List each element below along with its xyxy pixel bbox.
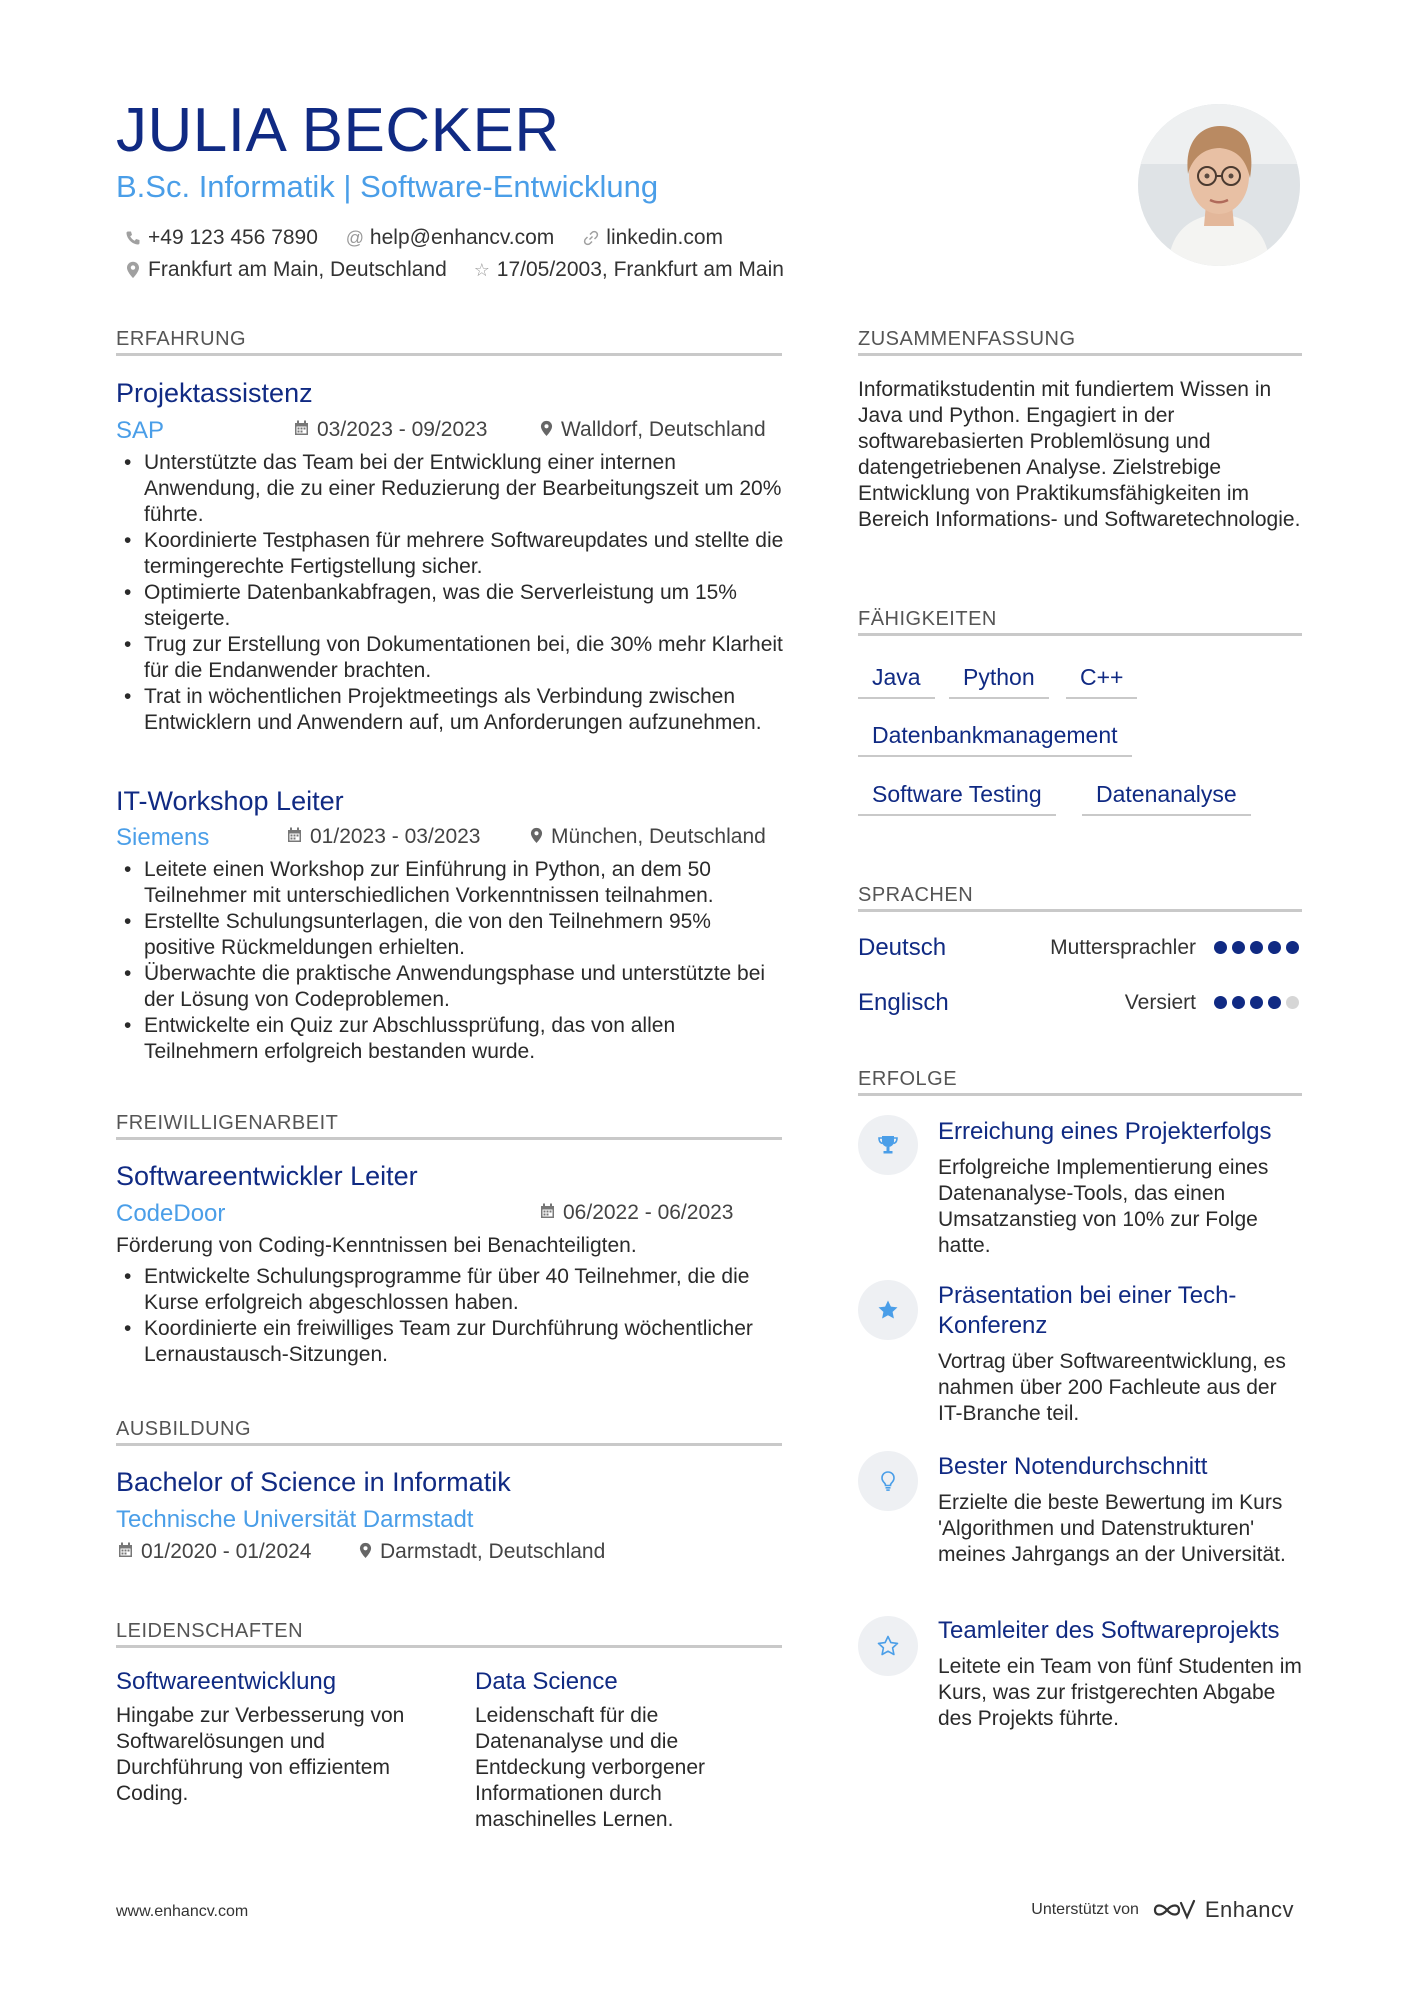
phone-text[interactable]: +49 123 456 7890 <box>148 226 318 249</box>
bullet-item: • Unterstützte das Team bei der Entwicklung einer internen Anwendung, die zu einer Reduzierung der Bearbeitungszeit um 20% führte. <box>116 450 786 528</box>
job-location <box>540 419 766 440</box>
language-name: Englisch <box>858 989 949 1016</box>
rating-dot-filled <box>1286 941 1299 954</box>
bullet-item: • Trug zur Erstellung von Dokumentationen bei, die 30% mehr Klarheit für die Endanwender brachten. <box>116 632 786 684</box>
section-divider <box>116 353 782 356</box>
section-divider <box>858 909 1302 912</box>
calendar-icon <box>118 1542 133 1561</box>
volunteer-description: Förderung von Coding-Kenntnissen bei Benachteiligten. <box>116 1234 637 1257</box>
job-bullets <box>116 450 786 736</box>
location-pin-icon <box>359 1542 372 1562</box>
achievement-text: Leitete ein Team von fünf Studenten im Kurs, was zur fristgerechten Abgabe des Projekts führte. <box>938 1655 1302 1730</box>
rating-dot-filled <box>1232 941 1245 954</box>
bullet-item: • Erstellte Schulungsunterlagen, die von den Teilnehmern 95% positive Rückmeldungen erhielten. <box>116 909 786 961</box>
at-icon: @ <box>345 227 365 248</box>
skill-tag: Datenbankmanagement <box>858 724 1132 757</box>
section-title-experience: ERFAHRUNG <box>116 328 247 350</box>
volunteer-org: CodeDoor <box>116 1200 226 1227</box>
contact-row-1 <box>124 227 751 248</box>
job-title: IT-Workshop Leiter <box>116 786 344 816</box>
passion-title: Data Science <box>475 1668 618 1695</box>
section-divider <box>116 1137 782 1140</box>
summary-text: Informatikstudentin mit fundiertem Wissen in Java und Python. Engagiert in der softwarebasierten Problemlösung und datengetriebenen Analyse. Zielstrebige Entwicklung von Praktikumsfähigkeiten im Bereich Informations- und Softwaretechnologie. <box>858 378 1301 531</box>
trophy-icon <box>858 1115 918 1175</box>
volunteer-title: Softwareentwickler Leiter <box>116 1161 418 1191</box>
job-location-text: München, Deutschland <box>551 825 766 848</box>
achievement-text: Vortrag über Softwareentwicklung, es nahmen über 200 Fachleute aus der IT-Branche teil. <box>938 1350 1286 1425</box>
birth-item <box>473 259 784 280</box>
job-dates-text: 01/2023 - 03/2023 <box>310 825 481 848</box>
achievement-title: Teamleiter des Softwareprojekts <box>938 1617 1280 1644</box>
rating-dot-filled <box>1232 996 1245 1009</box>
star-filled-icon <box>858 1280 918 1340</box>
bullet-item: • Entwickelte ein Quiz zur Abschlussprüfung, das von allen Teilnehmern erfolgreich bestanden wurde. <box>116 1013 786 1065</box>
footer-branding <box>1031 1897 1294 1923</box>
location-text: Frankfurt am Main, Deutschland <box>148 258 447 281</box>
bullet-item: • Überwachte die praktische Anwendungsphase und unterstützte bei der Lösung von Codeproblemen. <box>116 961 786 1013</box>
section-divider <box>858 633 1302 636</box>
section-divider <box>116 1645 782 1648</box>
job-dates <box>287 826 480 847</box>
passion-text: Leidenschaft für die Datenanalyse und die Entdeckung verborgener Informationen durch maschinelles Lernen. <box>475 1704 705 1831</box>
enhancv-logo-icon <box>1151 1898 1197 1922</box>
location-pin-icon <box>530 827 543 847</box>
calendar-icon <box>540 1203 555 1222</box>
passion-text: Hingabe zur Verbesserung von Softwarelösungen und Durchführung von effizientem Coding. <box>116 1704 405 1805</box>
footer-brand: Enhancv <box>1204 1897 1294 1922</box>
skill-tag: Software Testing <box>858 783 1056 816</box>
education-dates-text: 01/2020 - 01/2024 <box>141 1540 312 1563</box>
achievement-title: Bester Notendurchschnitt <box>938 1453 1208 1480</box>
link-icon <box>582 230 600 246</box>
achievement-text: Erfolgreiche Implementierung eines Datenanalyse-Tools, das einen Umsatzanstieg von 10% zur Folge hatte. <box>938 1156 1269 1257</box>
section-title-summary: ZUSAMMENFASSUNG <box>858 328 1076 350</box>
section-title-education: AUSBILDUNG <box>116 1418 252 1440</box>
section-divider <box>858 1093 1302 1096</box>
job-dates <box>294 419 487 440</box>
linkedin-text[interactable]: linkedin.com <box>606 226 724 249</box>
contact-row-2 <box>124 259 812 280</box>
location-item <box>124 259 447 280</box>
email-item <box>346 227 554 248</box>
lightbulb-icon <box>858 1451 918 1511</box>
skill-tag: Datenanalyse <box>1082 783 1251 816</box>
linkedin-item <box>582 227 723 248</box>
location-pin-icon <box>124 261 142 279</box>
job-location <box>530 826 766 847</box>
rating-dot-filled <box>1250 996 1263 1009</box>
company-name: Siemens <box>116 824 210 851</box>
skill-tag: Java <box>858 666 935 699</box>
section-title-achievements: ERFOLGE <box>858 1068 958 1090</box>
achievement-title: Präsentation bei einer Tech-Konferenz <box>938 1282 1237 1339</box>
bullet-item: • Entwickelte Schulungsprogramme für über 40 Teilnehmer, die die Kurse erfolgreich abgeschlossen haben. <box>116 1264 786 1316</box>
avatar <box>1138 104 1300 266</box>
language-level: Versiert <box>1124 991 1196 1014</box>
rating-dot-empty <box>1286 996 1299 1009</box>
bullet-item: • Optimierte Datenbankabfragen, was die Serverleistung um 15% steigerte. <box>116 580 786 632</box>
volunteer-bullets <box>116 1264 786 1368</box>
phone-item <box>124 227 318 248</box>
bullet-item: • Koordinierte Testphasen für mehrere Softwareupdates und stellte die termingerechte Fertigstellung sicher. <box>116 528 786 580</box>
education-dates <box>118 1541 311 1562</box>
achievement-title: Erreichung eines Projekterfolgs <box>938 1118 1272 1145</box>
volunteer-dates <box>540 1202 733 1223</box>
star-outline-icon <box>858 1616 918 1676</box>
rating-dot-filled <box>1214 996 1227 1009</box>
rating-dot-filled <box>1268 941 1281 954</box>
job-bullets <box>116 857 786 1065</box>
section-divider <box>116 1443 782 1446</box>
phone-icon <box>124 230 142 246</box>
company-name: SAP <box>116 417 165 444</box>
footer-powered-text: Unterstützt von <box>1031 1901 1139 1918</box>
language-level: Muttersprachler <box>1050 936 1196 959</box>
section-title-volunteer: FREIWILLIGENARBEIT <box>116 1112 339 1134</box>
language-rating <box>1214 996 1304 1009</box>
location-pin-icon <box>540 420 553 440</box>
section-title-passions: LEIDENSCHAFTEN <box>116 1620 304 1642</box>
candidate-name: JULIA BECKER <box>116 96 560 165</box>
rating-dot-filled <box>1214 941 1227 954</box>
skill-tag: C++ <box>1066 666 1137 699</box>
email-text[interactable]: help@enhancv.com <box>369 226 555 249</box>
calendar-icon <box>294 420 309 439</box>
footer-website[interactable]: www.enhancv.com <box>116 1903 249 1920</box>
volunteer-dates-text: 06/2022 - 06/2023 <box>563 1201 734 1224</box>
education-location-text: Darmstadt, Deutschland <box>380 1540 606 1563</box>
bullet-item: • Trat in wöchentlichen Projektmeetings als Verbindung zwischen Entwicklern und Anwendern auf, um Anforderungen aufzunehmen. <box>116 684 786 736</box>
section-title-skills: FÄHIGKEITEN <box>858 608 997 630</box>
language-rating <box>1214 941 1304 954</box>
achievement-text: Erzielte die beste Bewertung im Kurs 'Algorithmen und Datenstrukturen' meines Jahrgangs an der Universität. <box>938 1491 1286 1566</box>
star-outline-icon: ☆ <box>473 259 490 280</box>
bullet-item: • Koordinierte ein freiwilliges Team zur Durchführung wöchentlicher Lernaustausch-Sitzungen. <box>116 1316 786 1368</box>
rating-dot-filled <box>1250 941 1263 954</box>
language-name: Deutsch <box>858 934 947 961</box>
rating-dot-filled <box>1268 996 1281 1009</box>
calendar-icon <box>287 827 302 846</box>
candidate-headline: B.Sc. Informatik | Software-Entwicklung <box>116 169 659 204</box>
section-divider <box>858 353 1302 356</box>
birth-text: 17/05/2003, Frankfurt am Main <box>496 258 784 281</box>
job-dates-text: 03/2023 - 09/2023 <box>317 418 488 441</box>
job-title: Projektassistenz <box>116 378 313 408</box>
passion-title: Softwareentwicklung <box>116 1668 337 1695</box>
section-title-languages: SPRACHEN <box>858 884 974 906</box>
school-name: Technische Universität Darmstadt <box>116 1506 474 1533</box>
education-location <box>359 1541 605 1562</box>
degree-title: Bachelor of Science in Informatik <box>116 1467 511 1497</box>
bullet-item: • Leitete einen Workshop zur Einführung in Python, an dem 50 Teilnehmer mit unterschiedlichen Vorkenntnissen teilnahmen. <box>116 857 786 909</box>
job-location-text: Walldorf, Deutschland <box>561 418 766 441</box>
skill-tag: Python <box>949 666 1049 699</box>
